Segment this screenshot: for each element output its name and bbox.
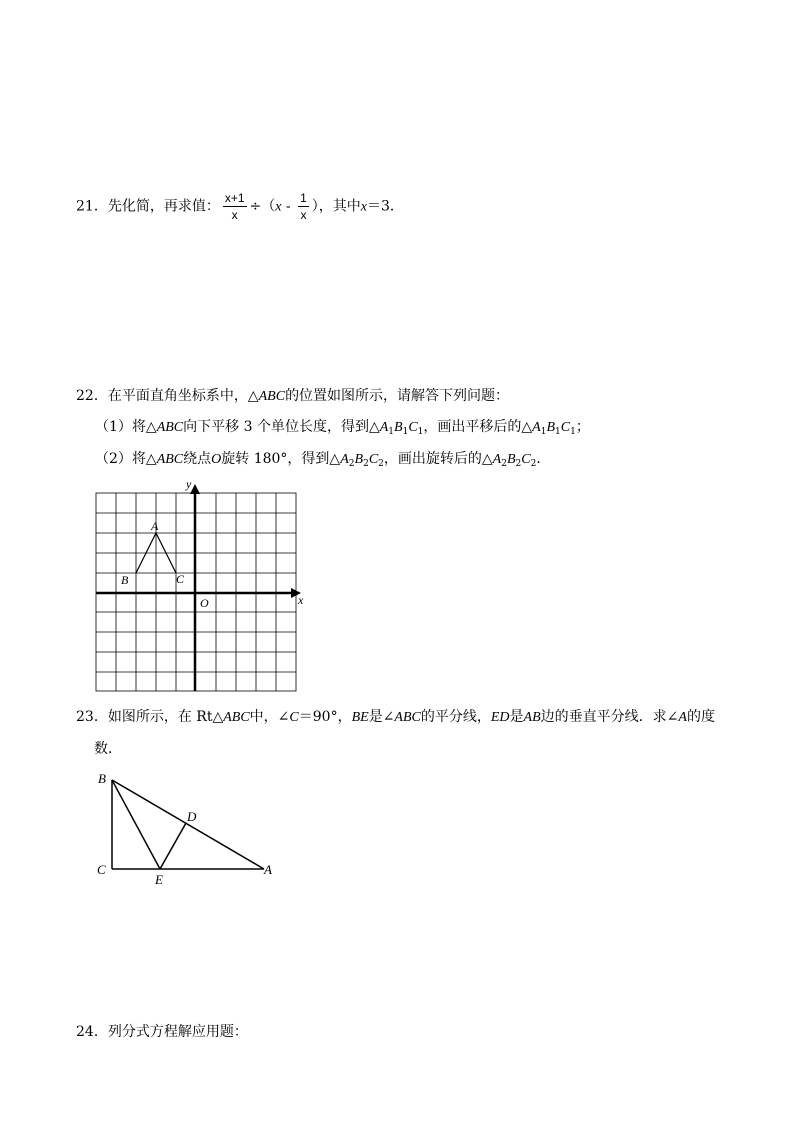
question-24: 24．列分式方程解应用题： bbox=[76, 1024, 248, 1040]
vertex-b-label: B bbox=[121, 573, 129, 587]
vertex-c-label: C bbox=[97, 862, 106, 877]
coordinate-grid-figure bbox=[90, 474, 310, 696]
fraction-1-over-x: $\frac{1}{x}$ bbox=[300, 191, 307, 222]
x-axis-label: x bbox=[298, 593, 304, 607]
question-22-part-1: （1）将△ABC向下平移 3 个单位长度，得到$\triangle A_1B_1C_1$，画出平移后的$\triangle A_1B_1C_1$； bbox=[95, 419, 590, 437]
point-d-label: D bbox=[187, 809, 197, 824]
question-23: 23．如图所示，在 Rt△ABC中，∠C＝90°，BE是∠ABC的平分线，ED是AB边的垂直平分线．求∠A的度 bbox=[76, 709, 715, 725]
question-number: 21． bbox=[76, 198, 108, 215]
question-number: 22． bbox=[76, 388, 108, 404]
y-axis-label: y bbox=[186, 477, 192, 491]
fraction-x-plus-1-over-x: $\frac{x+1}{x}$ bbox=[224, 191, 245, 222]
question-23-line-2: 数． bbox=[94, 741, 122, 757]
vertex-b-label: B bbox=[98, 771, 106, 786]
vertex-a-label: A bbox=[151, 519, 159, 533]
right-triangle-figure bbox=[90, 766, 290, 890]
origin-label: O bbox=[200, 596, 209, 610]
segment-ed bbox=[160, 823, 186, 869]
vertex-a-label: A bbox=[264, 862, 272, 877]
y-axis-arrow bbox=[190, 484, 200, 494]
question-number: 23． bbox=[76, 709, 108, 725]
vertex-c-label: C bbox=[176, 572, 185, 586]
question-number: 24． bbox=[76, 1024, 108, 1040]
point-e-label: E bbox=[155, 872, 163, 887]
question-text: 先化简，再求值： bbox=[107, 198, 220, 215]
question-21: 21．先化简，再求值： $\frac{x+1}{x}$ ÷（x - $\frac{1}{x}$ ），其中x＝3． bbox=[76, 191, 404, 222]
segment-ab bbox=[112, 780, 264, 869]
question-22-part-2: （2）将△ABC绕点O旋转 180°，得到$\triangle A_2B_2C_2$，画出旋转后的$\triangle A_2B_2C_2$． bbox=[95, 451, 551, 469]
question-22: 22．在平面直角坐标系中，△ABC的位置如图所示，请解答下列问题： bbox=[76, 388, 510, 404]
